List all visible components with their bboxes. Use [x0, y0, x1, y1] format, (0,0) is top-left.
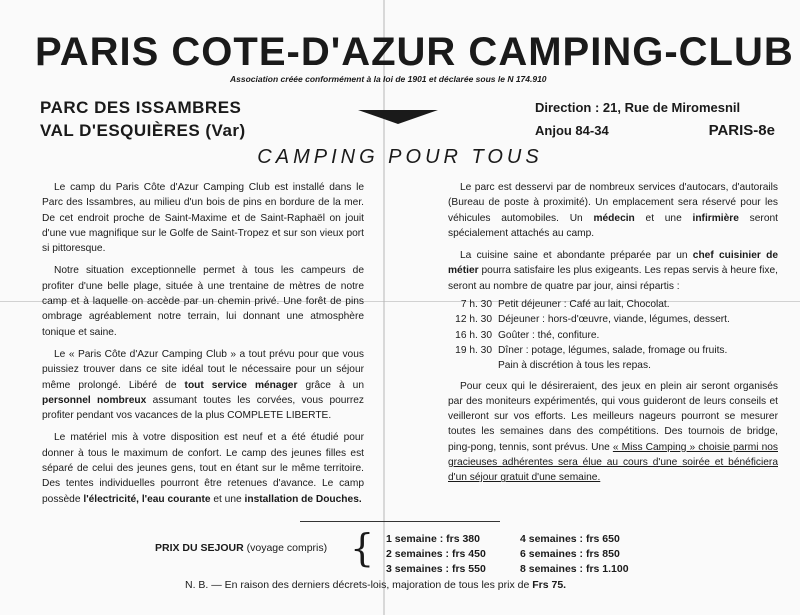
right-column [448, 180, 778, 493]
location-line-2: VAL D'ESQUIÈRES (Var) [40, 121, 246, 140]
city-name: PARIS-8e [708, 122, 775, 139]
price-row: 4 semaines : frs 650 [520, 533, 620, 545]
location-line-1: PARC DES ISSAMBRES [40, 98, 242, 117]
paragraph: Le parc est desservi par de nombreux services d'autocars, d'autorails (Bureau de poste à proximité). Un emplacement sera réservé pour les véhicules automobiles. Un médecin et une infirmière seront spécialement attachés au camp. [448, 182, 778, 239]
meal-schedule [448, 297, 778, 373]
meal-row: 16 h. 30 Goûter : thé, confiture. [455, 329, 600, 341]
price-row: 3 semaines : frs 550 [386, 563, 486, 575]
fold-line-vertical [383, 0, 385, 615]
paragraph: Pour ceux qui le désireraient, des jeux en plein air seront organisés par des moniteurs expérimentés, qui vous guideront de leurs conseils et veilleront sur vos efforts. Les meilleurs nageurs pourront se mesurer toutes les semaines dans des compétitions. Des tournois de bridge, ping-pong, tennis, sont prévus. Une « Miss Camping » choisie parmi nos gracieuses adhérentes sera élue au cours d'une soirée et bénéficiera d'un séjour gratuit d'une semaine. [448, 380, 778, 484]
meal-row: 12 h. 30 Déjeuner : hors-d'œuvre, viande, légumes, dessert. [455, 314, 730, 326]
paragraph: Notre situation exceptionnelle permet à tous les campeurs de profiter d'une belle plage, située à une trentaine de mètres de notre camp et à laquelle on accède par un chemin privé. Une forêt de pins ombrage agréablement notre terrain, lui donnant une atmosphère tonique et saine. [42, 265, 364, 338]
bread-note: Pain à discrétion à tous les repas. [498, 360, 651, 372]
location-heading [40, 96, 246, 142]
divider [300, 521, 500, 522]
price-row: 8 semaines : frs 1.100 [520, 563, 629, 575]
meal-row: 19 h. 30 Dîner : potage, légumes, salade, fromage ou fruits. [455, 344, 728, 356]
phone-number: Anjou 84-34 [535, 123, 609, 138]
price-row: 2 semaines : frs 450 [386, 548, 486, 560]
meal-row: 7 h. 30 Petit déjeuner : Café au lait, Chocolat. [460, 299, 670, 311]
price-row: 1 semaine : frs 380 [386, 533, 480, 545]
price-label: PRIX DU SEJOUR (voyage compris) [155, 542, 328, 554]
paragraph: Le « Paris Côte d'Azur Camping Club » a tout prévu pour que vous puissiez trouver dans ce site idéal tout le nécessaire pour un séjour même prolongé. Libéré de tout service ménager grâce à un personnel nombreux assumant toutes les corvées, vous pourrez profiter pendant vos vacances de la plus COMPLETE LIBERTE. [42, 348, 364, 422]
direction-address: Direction : 21, Rue de Miromesnil [535, 100, 741, 115]
price-row: 6 semaines : frs 850 [520, 548, 620, 560]
club-title: PARIS COTE-D'AZUR CAMPING-CLUB [35, 30, 794, 74]
section-heading: CAMPING POUR TOUS [257, 146, 543, 168]
association-note: Association créée conformément à la loi de 1901 et déclarée sous le N 174.910 [230, 74, 547, 84]
paragraph: Le camp du Paris Côte d'Azur Camping Club est installé dans le Parc des Issambres, au milieu d'un bois de pins en bordure de la mer. De cet endroit proche de Saint-Maxime et de Saint-Raphaël on jouit d'une vue magnifique sur le Golfe de Saint-Tropez et sur son vieux port si pittoresque. [42, 182, 364, 255]
direction-heading [535, 96, 775, 142]
paragraph: Le matériel mis à votre disposition est neuf et a été étudié pour donner à tous le maximum de confort. Le camp des jeunes filles est séparé de celui des jeunes gens, tout en étant sur le même territoire. Des tentes individuelles pourront être retenues d'avance. Le camp possède l'électricité, l'eau courante et une installation de Douches. [42, 432, 364, 505]
price-list-2 [520, 532, 629, 577]
left-column [42, 180, 364, 514]
brace-symbol: { [350, 526, 375, 570]
chevron-down-icon [358, 108, 438, 126]
footnote: N. B. — En raison des derniers décrets-lois, majoration de tous les prix de Frs 75. [185, 579, 567, 591]
price-list-1 [386, 532, 486, 577]
paragraph: La cuisine saine et abondante préparée par un chef cuisinier de métier pourra satisfaire les plus exigeants. Les repas servis à heure fixe, seront au nombre de quatre par jour, ainsi répartis : [448, 250, 778, 292]
